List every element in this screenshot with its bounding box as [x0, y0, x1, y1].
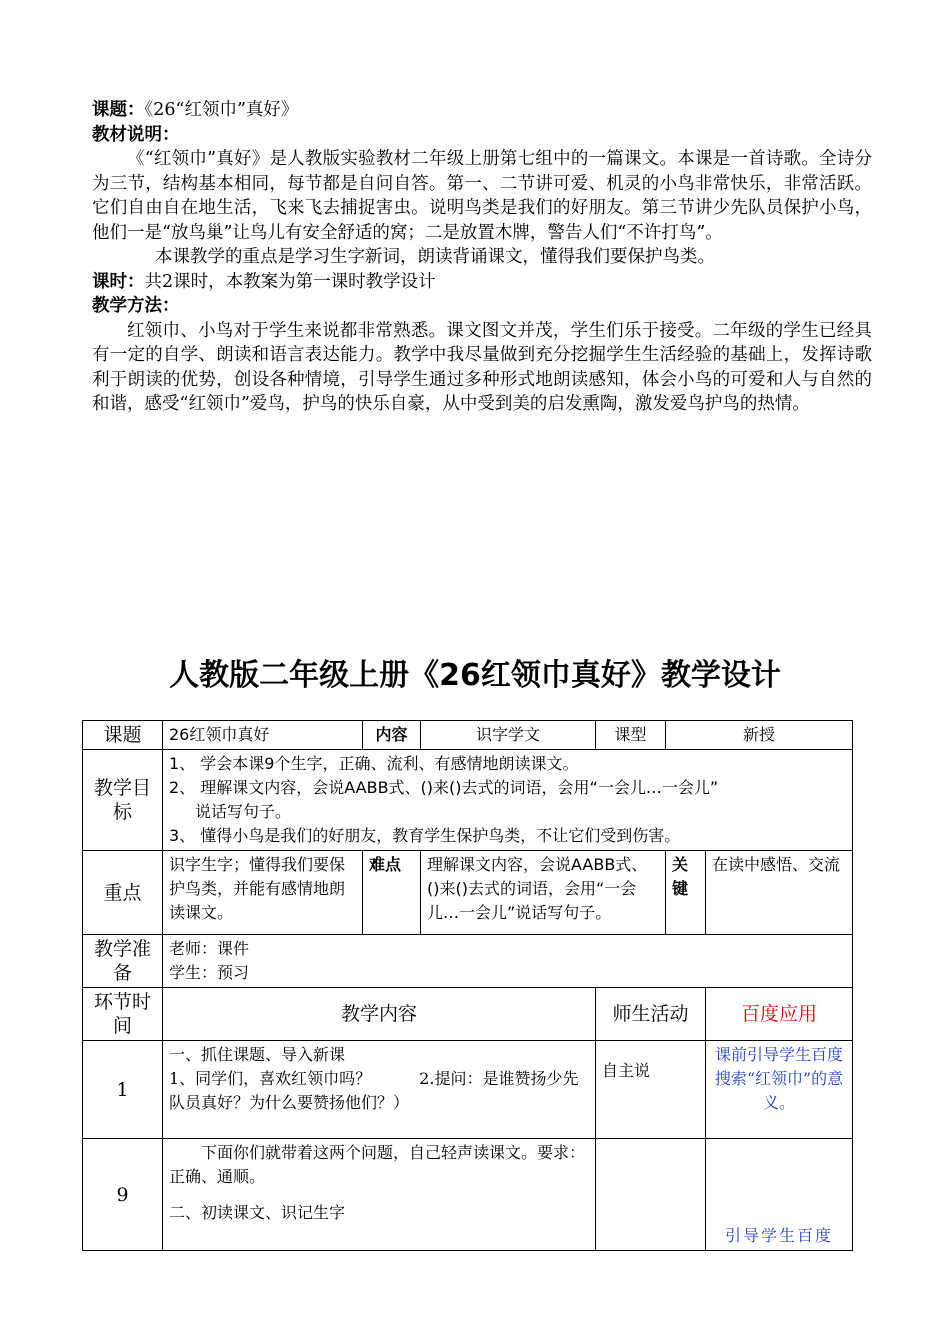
activity-cell [596, 1139, 706, 1251]
key-point-header: 重点 [83, 851, 163, 935]
baidu-cell: 引导学生百度 [706, 1139, 853, 1251]
table-row [83, 1041, 853, 1139]
goal-item: 1、 学会本课9个生字，正确、流利、有感情地朗读课文。 [169, 754, 579, 773]
lesson-type-cell: 新授 [666, 721, 853, 750]
prep-teacher: 老师：课件 [169, 939, 250, 958]
table-row [83, 1139, 853, 1251]
content-cell: 识字学文 [421, 721, 596, 750]
crux-cell: 在读中感悟、交流 [706, 851, 853, 935]
preparation-cell [163, 935, 853, 988]
crux-header: 关键 [666, 851, 706, 935]
time-cell: 9 [83, 1139, 163, 1251]
intro-section [92, 98, 872, 417]
preparation-header: 教学准备 [83, 935, 163, 988]
activity-column-header: 师生活动 [596, 988, 706, 1041]
goal-item: 说话写句子。 [195, 802, 292, 821]
hours-value: 共2课时，本教案为第一课时教学设计 [144, 271, 436, 292]
content-column-header: 教学内容 [163, 988, 596, 1041]
time-column-header: 环节时间 [83, 988, 163, 1041]
method-label: 教学方法： [92, 296, 180, 316]
lesson-plan-table [82, 720, 853, 1251]
material-paragraph-1: 《“红领巾”真好》是人教版实验教材二年级上册第七组中的一篇课文。本课是一首诗歌。全诗分为三节，结构基本相同，每节都是自问自答。第一、二节讲可爱、机灵的小鸟非常快乐，非常活跃。它们自由自在地生活，飞来飞去捕捉害虫。说明鸟类是我们的好朋友。第三节讲少先队员保护小鸟，他们一是“放鸟巢”让鸟儿有安全舒适的窝；二是放置木牌，警告人们“不许打鸟”。 [92, 149, 872, 243]
baidu-cell: 课前引导学生百度搜索“红领巾”的意义。 [706, 1041, 853, 1139]
difficulty-cell: 理解课文内容，会说AABB式、()来()去式的词语，会用“一会儿…一会儿”说话写句子。 [421, 851, 666, 935]
material-paragraph-2: 本课教学的重点是学习生字新词，朗读背诵课文，懂得我们要保护鸟类。 [155, 247, 715, 267]
topic-header: 课题 [83, 721, 163, 750]
topic-cell: 26红领巾真好 [163, 721, 363, 750]
document-title: 人教版二年级上册《26红领巾真好》教学设计 [169, 658, 781, 693]
table-row-goals [83, 750, 853, 851]
goals-cell [163, 750, 853, 851]
method-paragraph: 红领巾、小鸟对于学生来说都非常熟悉。课文图文并茂，学生们乐于接受。二年级的学生已经具有一定的自学、朗读和语言表达能力。教学中我尽量做到充分挖掘学生生活经验的基础上，发挥诗歌利于朗读的优势，创设各种情境，引导学生通过多种形式地朗读感知，体会小鸟的可爱和人与自然的和谐，感受“红领巾”爱鸟，护鸟的快乐自豪，从中受到美的启发熏陶，激发爱鸟护鸟的热情。 [92, 320, 872, 414]
material-label: 教材说明： [92, 124, 180, 145]
time-cell: 1 [83, 1041, 163, 1139]
lesson-type-header: 课型 [596, 721, 666, 750]
table-row-key-points [83, 851, 853, 935]
hours-label: 课时： [92, 271, 145, 292]
baidu-column-header: 百度应用 [706, 988, 853, 1041]
table-row-topic [83, 721, 853, 750]
topic-value: 《26“红领巾”真好》 [144, 100, 299, 120]
goals-header: 教学目标 [83, 750, 163, 851]
content-header: 内容 [363, 721, 421, 750]
topic-line [92, 98, 872, 123]
key-point-cell: 识字生字；懂得我们要保护鸟类，并能有感情地朗读课文。 [163, 851, 363, 935]
activity-cell: 自主说 [596, 1041, 706, 1139]
prep-student: 学生：预习 [169, 963, 250, 982]
content-cell: 下面你们就带着这两个问题，自己轻声读课文。要求：正确、通顺。 二、初读课文、识记生字 [163, 1139, 596, 1251]
goal-item: 2、 理解课文内容，会说AABB式、()来()去式的词语，会用“一会儿…一会儿” [169, 778, 719, 797]
topic-label: 课题： [92, 100, 145, 120]
table-row-preparation [83, 935, 853, 988]
difficulty-header: 难点 [363, 851, 421, 935]
goal-item: 3、 懂得小鸟是我们的好朋友，教育学生保护鸟类，不让它们受到伤害。 [169, 826, 681, 845]
content-cell: 一、抓住课题、导入新课 1、同学们，喜欢红领巾吗？ 2.提问：是谁赞扬少先队员真好？为什么要赞扬他们？） [163, 1041, 596, 1139]
hours-line [92, 270, 872, 295]
table-row-column-headers [83, 988, 853, 1041]
